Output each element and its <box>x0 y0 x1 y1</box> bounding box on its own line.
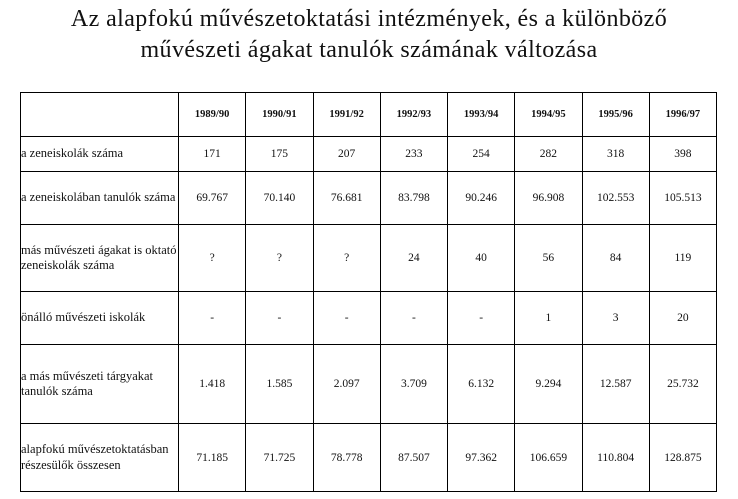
table-cell: ? <box>246 225 313 292</box>
table-cell: 3 <box>582 292 649 345</box>
row-label: önálló művészeti iskolák <box>21 292 179 345</box>
table-row <box>21 137 717 172</box>
table-cell: 71.185 <box>179 424 246 492</box>
row-label: más művészeti ágakat is oktató zeneiskolák száma <box>21 225 179 292</box>
table-cell: 175 <box>246 137 313 172</box>
corner-cell <box>21 93 179 137</box>
table-cell: 233 <box>380 137 447 172</box>
row-label: a más művészeti tárgyakat tanulók száma <box>21 345 179 424</box>
col-header-1992-93: 1992/93 <box>380 93 447 137</box>
col-header-1990-91: 1990/91 <box>246 93 313 137</box>
table-cell: 24 <box>380 225 447 292</box>
table-cell: 71.725 <box>246 424 313 492</box>
table-cell: - <box>246 292 313 345</box>
table-row <box>21 345 717 424</box>
col-header-1994-95: 1994/95 <box>515 93 582 137</box>
table-cell: 318 <box>582 137 649 172</box>
table-row <box>21 424 717 492</box>
table-cell: 78.778 <box>313 424 380 492</box>
table-cell: - <box>448 292 515 345</box>
row-label: alapfokú művészetoktatásban részesülők összesen <box>21 424 179 492</box>
table-cell: 83.798 <box>380 172 447 225</box>
table-cell: - <box>380 292 447 345</box>
table-cell: 56 <box>515 225 582 292</box>
col-header-1991-92: 1991/92 <box>313 93 380 137</box>
table-cell: 6.132 <box>448 345 515 424</box>
table-cell: 254 <box>448 137 515 172</box>
row-label: a zeneiskolák száma <box>21 137 179 172</box>
title-line-2: művészeti ágakat tanulók számának változása <box>140 37 598 63</box>
col-header-1996-97: 1996/97 <box>649 93 716 137</box>
header-row <box>21 93 717 137</box>
page-title <box>0 4 738 66</box>
table-cell: 128.875 <box>649 424 716 492</box>
table-cell: 69.767 <box>179 172 246 225</box>
table-cell: 70.140 <box>246 172 313 225</box>
table-cell: 110.804 <box>582 424 649 492</box>
table-cell: 102.553 <box>582 172 649 225</box>
table-cell: - <box>179 292 246 345</box>
col-header-1993-94: 1993/94 <box>448 93 515 137</box>
table-cell: ? <box>313 225 380 292</box>
table-cell: 76.681 <box>313 172 380 225</box>
table-cell: 106.659 <box>515 424 582 492</box>
table-row <box>21 292 717 345</box>
statistics-table <box>20 92 717 492</box>
table-cell: 398 <box>649 137 716 172</box>
table-cell: 25.732 <box>649 345 716 424</box>
table-cell: 119 <box>649 225 716 292</box>
col-header-1989-90: 1989/90 <box>179 93 246 137</box>
title-line-1: Az alapfokú művészetoktatási intézmények, és a különböző <box>70 6 668 32</box>
table-row <box>21 225 717 292</box>
table-cell: 207 <box>313 137 380 172</box>
table-cell: 105.513 <box>649 172 716 225</box>
table-cell: 1.418 <box>179 345 246 424</box>
table-cell: ? <box>179 225 246 292</box>
table-cell: 171 <box>179 137 246 172</box>
table-cell: 1 <box>515 292 582 345</box>
table-cell: 9.294 <box>515 345 582 424</box>
table-cell: 84 <box>582 225 649 292</box>
table-cell: 96.908 <box>515 172 582 225</box>
table-cell: 282 <box>515 137 582 172</box>
row-label: a zeneiskolában tanulók száma <box>21 172 179 225</box>
table-cell: 12.587 <box>582 345 649 424</box>
table-row <box>21 172 717 225</box>
table-cell: 3.709 <box>380 345 447 424</box>
table-cell: 20 <box>649 292 716 345</box>
table-cell: 90.246 <box>448 172 515 225</box>
col-header-1995-96: 1995/96 <box>582 93 649 137</box>
table-cell: 1.585 <box>246 345 313 424</box>
table-cell: 87.507 <box>380 424 447 492</box>
table-cell: - <box>313 292 380 345</box>
table-cell: 2.097 <box>313 345 380 424</box>
table-cell: 97.362 <box>448 424 515 492</box>
table-cell: 40 <box>448 225 515 292</box>
